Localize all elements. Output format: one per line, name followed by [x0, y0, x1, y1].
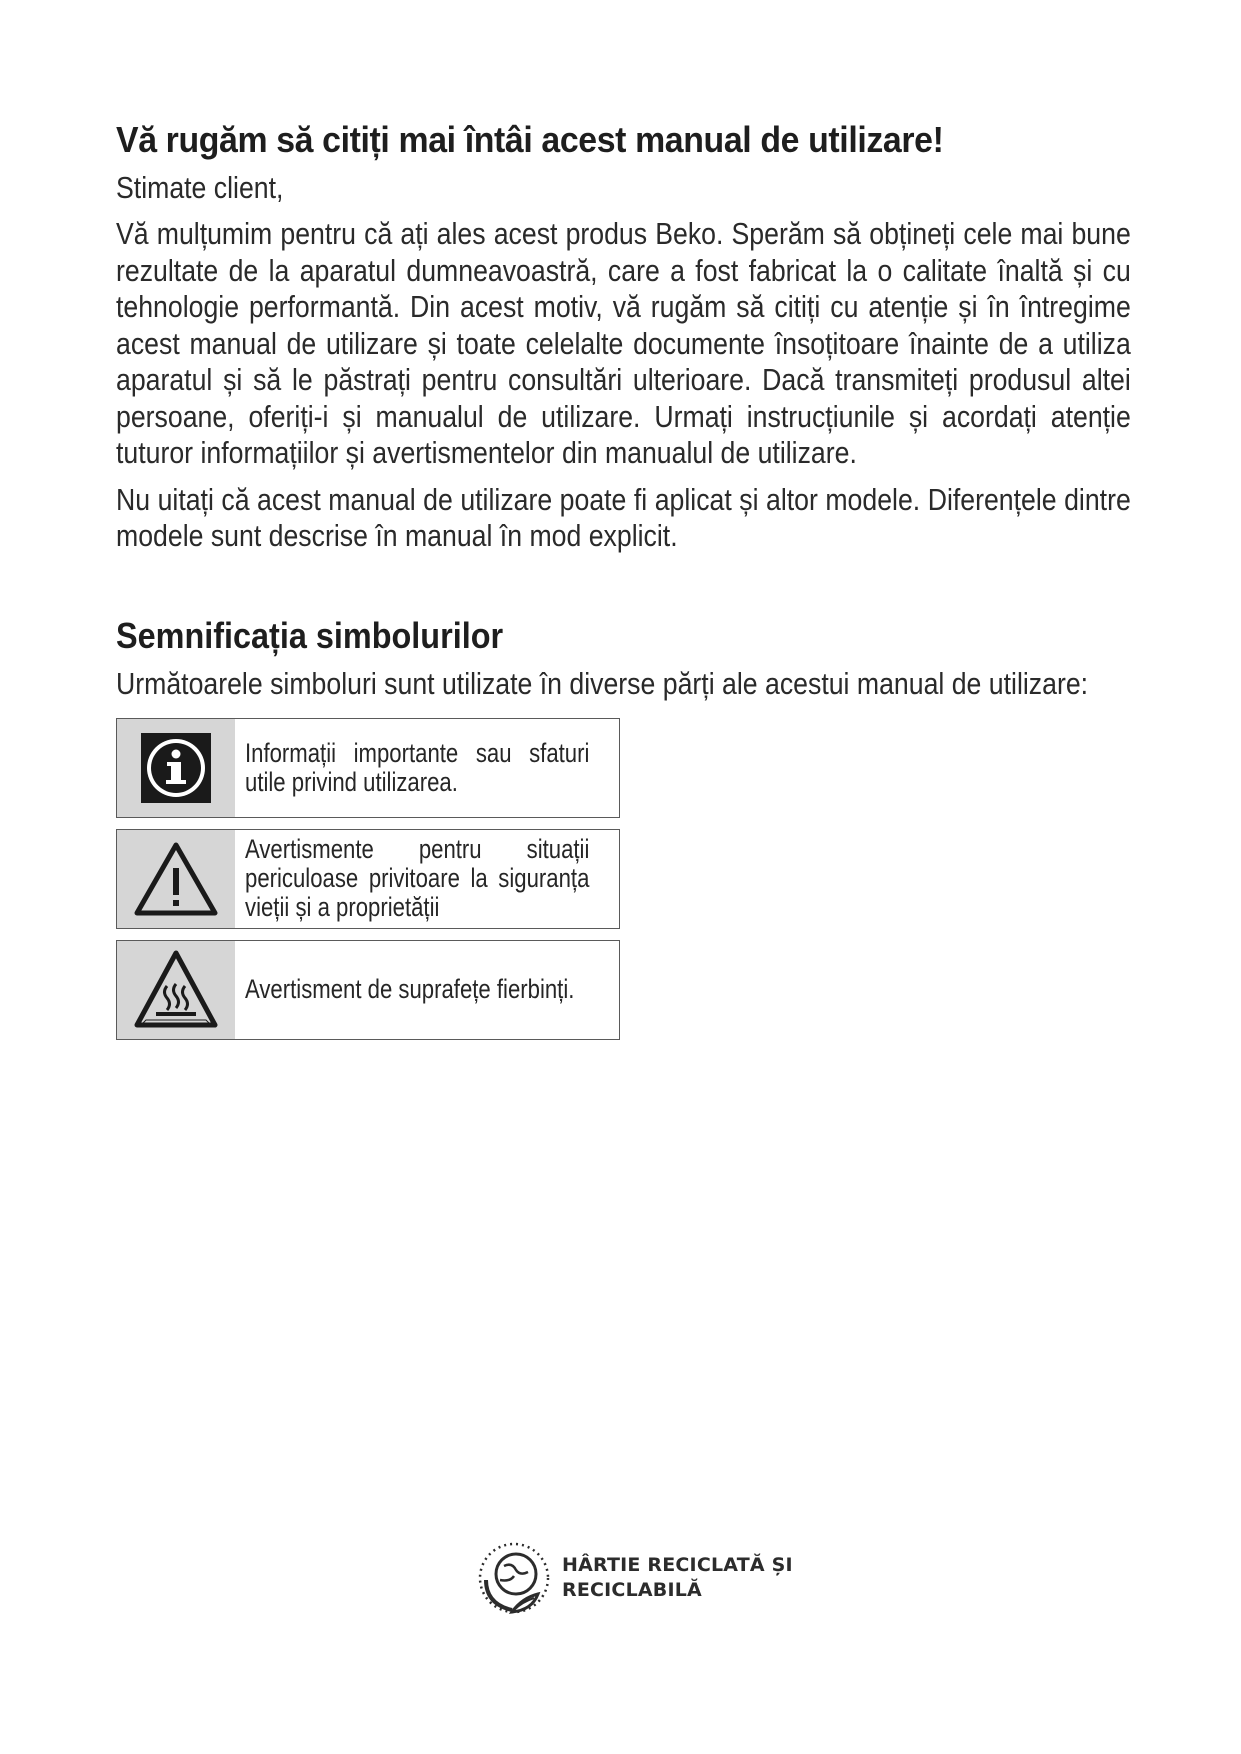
warning-triangle-icon [117, 830, 235, 928]
symbol-description: Avertismente pentru situații periculoase privitoare la siguranța vieții și a proprietății [245, 834, 590, 922]
symbols-section-title: Semnificația simbolurilor [116, 614, 504, 656]
page-title: Vă rugăm să citiți mai întâi acest manual de utilizare! [116, 119, 944, 160]
symbol-row-info [116, 718, 620, 818]
symbol-row-warning [116, 829, 620, 929]
greeting: Stimate client, [116, 170, 284, 205]
intro-paragraph: Vă mulțumim pentru că ați ales acest produs Beko. Sperăm să obțineți cele mai bune rezultate de la aparatul dumneavoastră, care a fost fabricat la o calitate înaltă și cu tehnologie performantă. Din acest motiv, vă rugăm să citiți cu atenție și în întregime acest manual de utilizare și toate celelalte documente însoțitoare înainte de a utiliza aparatul și să le păstrați pentru consultări ulterioare. Dacă transmiteți produsul altei persoane, oferiți-i și manualul de utilizare. Urmați instrucțiunile și acordați atenție tuturor informațiilor și avertismentelor din manualul de utilizare. [116, 216, 1131, 470]
recycled-paper-label: HÂRTIE RECICLATĂ ȘI RECICLABILĂ [562, 1554, 793, 1601]
symbols-table [116, 718, 622, 1040]
symbol-description: Informații importante sau sfaturi utile privind utilizarea. [245, 737, 590, 797]
info-icon [117, 719, 235, 817]
symbol-description: Avertisment de suprafețe fierbinți. [245, 974, 575, 1004]
recycle-globe-icon [476, 1540, 552, 1616]
symbol-row-hot-surface [116, 940, 620, 1040]
models-note-paragraph: Nu uitați că acest manual de utilizare poate fi aplicat și altor modele. Diferențele dintre modele sunt descrise în manual în mod explicit. [116, 481, 1131, 553]
symbols-intro: Următoarele simboluri sunt utilizate în diverse părți ale acestui manual de utilizare: [116, 665, 1089, 701]
manual-page [116, 118, 1130, 1051]
hot-surface-icon [117, 941, 235, 1039]
recycled-paper-logo [476, 1540, 793, 1616]
